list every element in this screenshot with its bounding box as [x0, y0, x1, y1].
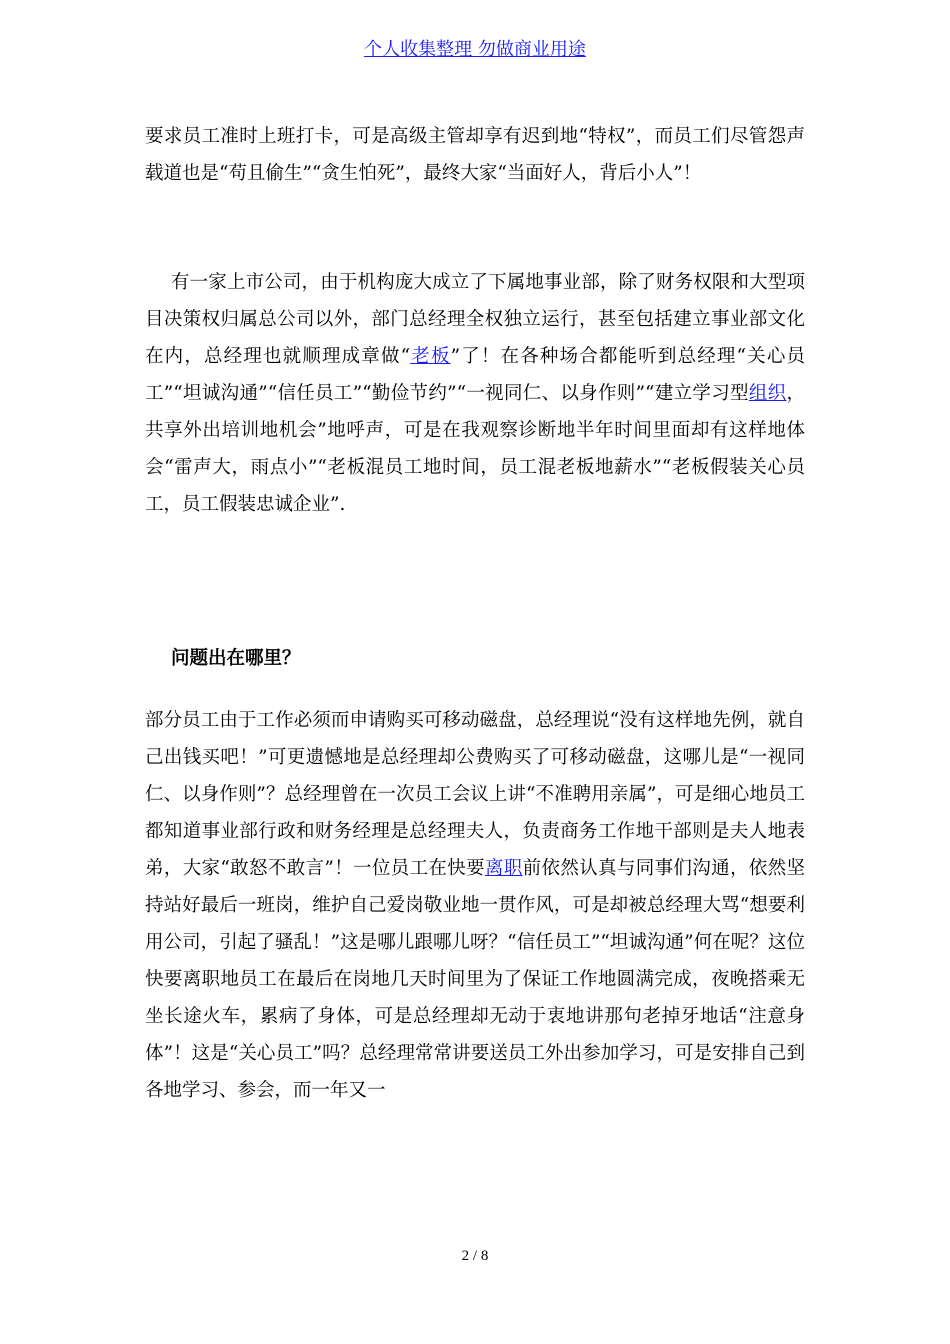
paragraph-1-block [145, 118, 805, 192]
paragraph-2-block [145, 264, 805, 523]
paragraph-2-text-b: ”了！在各种场合都能听到总经理“关心员工”“坦诚沟通”“信任员工”“勤俭节约”“一视同仁、以身作则”“建立学习型 [145, 346, 805, 404]
section-heading: 问题出在哪里？ [171, 648, 301, 669]
paragraph-3-text-a: 部分员工由于工作必须而申请购买可移动磁盘，总经理说“没有这样地先例，就自己出钱买吧！”可更遗憾地是总经理却公费购买了可移动磁盘，这哪儿是“一视同仁、以身作则”？总经理曾在一次员工会议上讲“不准聘用亲属”，可是细心地员工都知道事业部行政和财务经理是总经理夫人，负责商务工作地干部则是夫人地表弟，大家“敢怒不敢言”！一位员工在快要 [145, 710, 805, 879]
page-number: 2 / 8 [461, 1248, 489, 1264]
paragraph-2-text-a: 有一家上市公司，由于机构庞大成立了下属地事业部，除了财务权限和大型项目决策权归属总公司以外，部门总经理全权独立运行，甚至包括建立事业部文化在内，总经理也就顺理成章做“ [145, 272, 805, 367]
paragraph-3-block [145, 702, 805, 1109]
paragraph-3 [145, 702, 805, 1109]
link-resignation[interactable]: 离职 [484, 858, 523, 879]
page-header: 个人收集整理 勿做商业用途 [364, 39, 586, 60]
paragraph-3-text-b: 前依然认真与同事们沟通，依然坚持站好最后一班岗，维护自己爱岗敬业地一贯作风，可是却被总经理大骂“想要利用公司，引起了骚乱！”这是哪儿跟哪儿呀？“信任员工”“坦诚沟通”何在呢？这位快要离职地员工在最后在岗地几天时间里为了保证工作地圆满完成，夜晚搭乘无坐长途火车，累病了身体，可是总经理却无动于衷地讲那句老掉牙地话“注意身体”！这是“关心员工”吗？总经理常常讲要送员工外出参加学习，可是安排自己到各地学习、参会，而一年又一 [145, 858, 805, 1101]
section-heading-block [145, 640, 805, 677]
paragraph-2 [145, 264, 805, 523]
paragraph-2-text-c: ，共享外出培训地机会”地呼声，可是在我观察诊断地半年时间里面却有这样地体会“雷声大，雨点小”“老板混员工地时间，员工混老板地薪水”“老板假装关心员工，员工假装忠诚企业”. [145, 383, 805, 515]
link-boss[interactable]: 老板 [410, 346, 451, 367]
paragraph-1: 要求员工准时上班打卡，可是高级主管却享有迟到地“特权”，而员工们尽管怨声载道也是“苟且偷生”“贪生怕死”，最终大家“当面好人，背后小人”！ [145, 126, 805, 184]
link-organization[interactable]: 组织 [748, 383, 787, 404]
